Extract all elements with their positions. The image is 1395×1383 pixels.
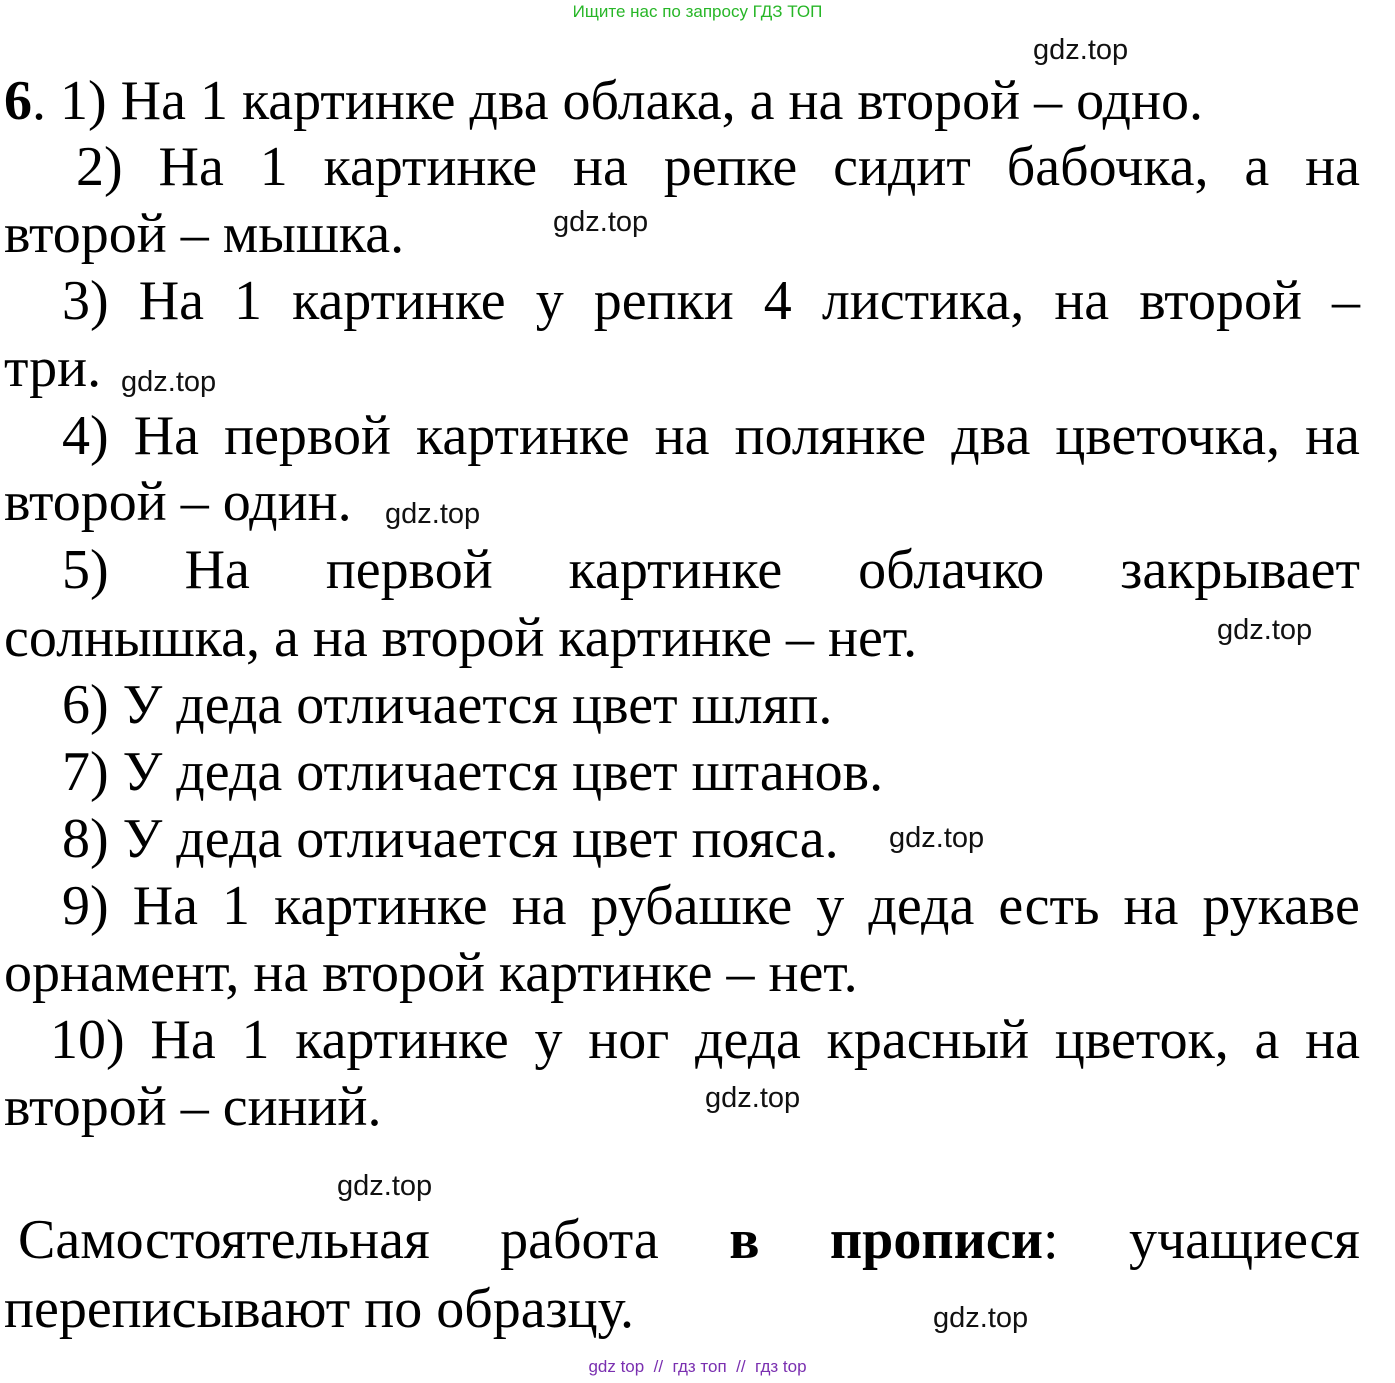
word: ног [588,1009,670,1071]
word: а [1254,1009,1280,1071]
watermark: gdz.top [1033,34,1129,66]
word: 1 [234,270,263,332]
watermark: gdz.top [337,1170,433,1202]
watermark: gdz.top [1217,614,1313,646]
word: 4) [62,405,109,467]
word: 4 [763,270,792,332]
word: первой [325,539,493,601]
answer-10-line-1 [4,1007,1360,1073]
answer-2-line-1 [4,134,1360,200]
word: деда [868,875,975,937]
answer-4-line-1 [4,403,1360,469]
word: на [1123,875,1179,937]
word: репке [663,136,798,198]
word: – [1332,270,1360,332]
word: 5) [62,539,109,601]
answer-7: 7) У деда отличается цвет штанов. [62,741,884,803]
word: 10) [50,1009,125,1071]
word: на [573,136,628,198]
answer-5-line-2: солнышка, а на второй картинке – нет. [4,607,918,669]
word: Самостоятельная [18,1209,430,1271]
watermark: gdz.top [705,1082,801,1114]
watermark: gdz.top [553,206,649,238]
word: На [150,1009,216,1071]
word: второй [1139,270,1302,332]
word: На [184,539,250,601]
answer-4-line-2: второй – один. [4,471,352,533]
word [830,1207,1059,1273]
word: на [1305,1009,1360,1071]
answer-6: 6) У деда отличается цвет шляп. [62,674,833,736]
footer: gdz top // гдз топ // гдз top [588,1357,807,1376]
word: 9) [62,875,109,937]
word: картинке [416,405,630,467]
word: картинке [323,136,538,198]
word: 1 [259,136,288,198]
answer-8: 8) У деда отличается цвет пояса. [62,808,839,870]
word: учащиеся [1128,1209,1360,1271]
word: 2) [76,136,123,198]
word: работа [500,1209,659,1271]
answer-1 [4,68,1203,134]
word: деда [694,1009,801,1071]
answer-3-line-2: три. [4,337,102,399]
word: картинке [274,875,488,937]
word: закрывает [1120,539,1360,601]
word: 3) [62,270,109,332]
answer-2-line-2: второй – мышка. [4,203,405,265]
word: у [535,270,564,332]
word: картинке [292,270,506,332]
word: красный [826,1009,1030,1071]
word: репки [593,270,734,332]
top-banner: Ищите нас по запросу ГДЗ ТОП [572,2,823,21]
bold-word: прописи [829,1209,1043,1271]
word: На [158,136,224,198]
word: облачко [858,539,1045,601]
word: картинке [295,1009,509,1071]
colon: : [1042,1209,1059,1271]
word: На [132,875,198,937]
word: цветок, [1054,1009,1229,1071]
watermark: gdz.top [385,498,481,530]
answer-1-text: . 1) На 1 картинке два облака, а на второй – одно. [32,70,1203,132]
word: 1 [241,1009,270,1071]
answer-9-line-2: орнамент, на второй картинке – нет. [4,942,858,1004]
word: у [534,1009,563,1071]
word: На [138,270,204,332]
word: есть [998,875,1100,937]
word: картинке [568,539,783,601]
watermark: gdz.top [889,822,985,854]
word: на [1305,405,1360,467]
word: сидит [833,136,971,198]
word: на [654,405,710,467]
word: два [951,405,1031,467]
word: на [1054,270,1110,332]
word: а [1244,136,1270,198]
answer-10-line-2: второй – синий. [4,1076,382,1138]
watermark: gdz.top [933,1302,1029,1334]
word: полянке [734,405,927,467]
word: На [133,405,200,467]
task-number: 6 [4,70,32,132]
word: у [816,875,845,937]
word: рубашке [590,875,793,937]
self-work-line-2: переписывают по образцу. [4,1278,635,1340]
word: в [729,1209,760,1271]
word: на [1305,136,1360,198]
word: первой [224,405,391,467]
word: бабочка, [1006,136,1209,198]
answer-3-line-1 [4,268,1360,334]
answer-9-line-1 [4,873,1360,939]
answer-5-line-1 [4,537,1360,603]
watermark: gdz.top [121,366,217,398]
word: 1 [222,875,251,937]
word: листика, [821,270,1025,332]
word: цветочка, [1055,405,1280,467]
word: рукаве [1202,875,1360,937]
self-work-line-1 [4,1207,1360,1273]
word: на [511,875,567,937]
